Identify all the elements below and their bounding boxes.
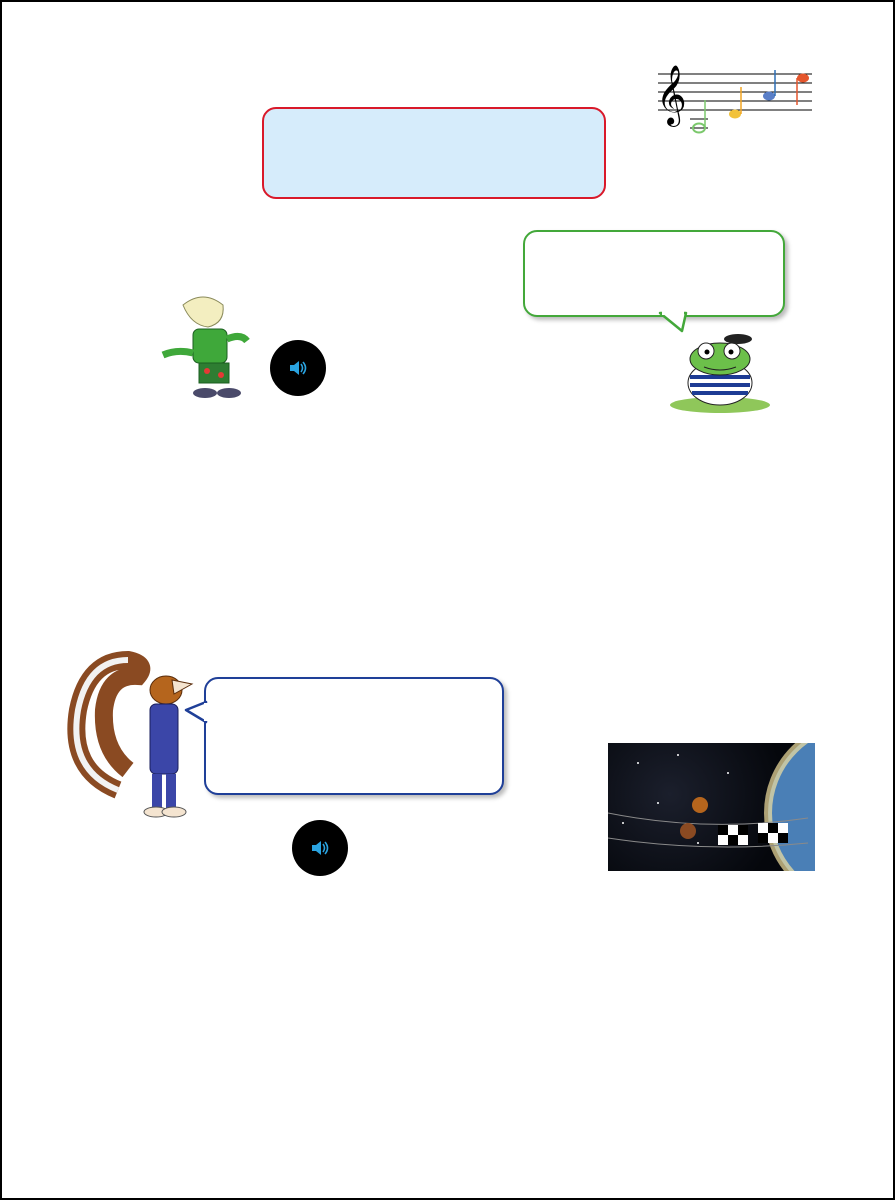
squirrel-bubble-tail: [184, 700, 208, 730]
audio-track-badge[interactable]: [292, 820, 348, 876]
space-race-image: [608, 743, 815, 871]
squirrel-illustration: [68, 650, 193, 820]
treble-clef-icon: 𝄞: [656, 65, 687, 125]
speaker-icon: [310, 839, 330, 857]
squirrel-speech-bubble: [204, 677, 504, 795]
